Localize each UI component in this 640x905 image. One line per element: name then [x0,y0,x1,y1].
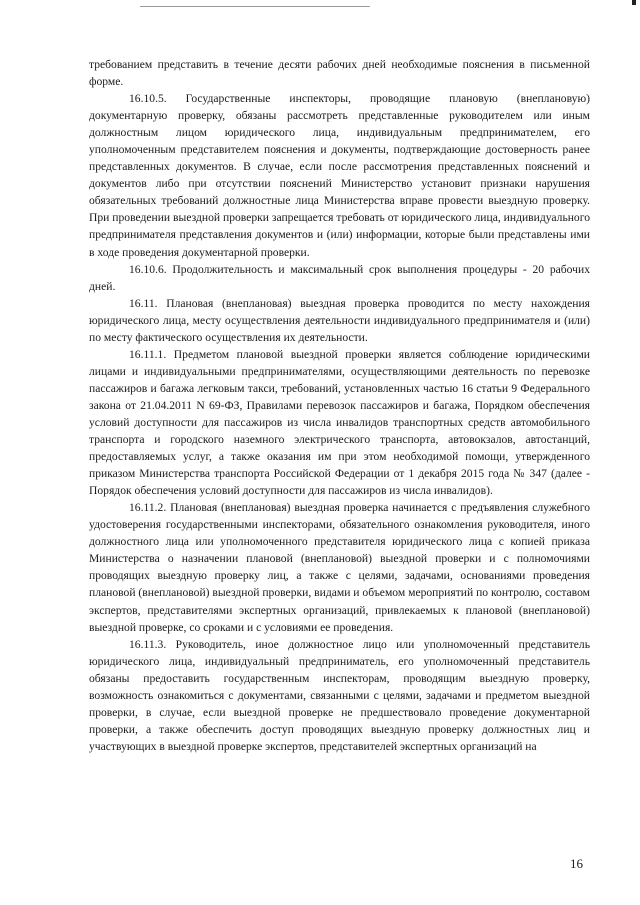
paragraph-16-11: 16.11. Плановая (внеплановая) выездная проверка проводится по месту нахождения юридического лица, месту осуществления деятельности индивидуального предпринимателя и (или) по месту фактического осуществления их деятельности. [89,296,590,344]
paragraph-continuation: требованием представить в течение десяти рабочих дней необходимые пояснения в письменной форме. [89,58,590,89]
paragraph-16-11-2: 16.11.2. Плановая (внеплановая) выездная проверка начинается с предъявления служебного удостоверения государственными инспекторами, обязательного ознакомления руководителя, иного должностного лица или уполномоченного представителя юридического лица с копией приказа Министерства о назначении плановой (внеплановой) выездной проверки и с полномочиями проводящих выездную проверку лиц, а также с целями, задачами, основаниями проведения плановой (внеплановой) выездной проверки, видами и объемом мероприятий по контролю, составом экспертов, представителями экспертных организаций, привлекаемых к плановой (внеплановой) выездной проверке, со сроками и с условиями ее проведения. [89,501,590,634]
paragraph-16-10-5: 16.10.5. Государственные инспекторы, проводящие плановую (внеплановую) документарную проверку, обязаны рассмотреть представленные руководителем или иным должностным лицом юридического лица, индивидуальным предпринимателем, его уполномоченным представителем пояснения и документы, подтверждающие достоверность ранее представленных документов. В случае, если после рассмотрения представленных пояснений и документов либо при отсутствии пояснений Министерство установит признаки нарушения обязательных требований должностные лица Министерства вправе провести выездную проверку. При проведении выездной проверки запрещается требовать от юридического лица, индивидуального предпринимателя представления документов и (или) информации, которые были представлены ими в ходе проведения документарной проверки. [89,92,590,259]
paragraph-16-10-6: 16.10.6. Продолжительность и максимальный срок выполнения процедуры - 20 рабочих дней. [89,262,590,293]
paragraph-16-11-1: 16.11.1. Предметом плановой выездной проверки является соблюдение юридическими лицами и индивидуальными предпринимателями, осуществляющими деятельность по перевозке пассажиров и багажа легковым такси, требований, установленных частью 16 статьи 9 Федерального закона от 21.04.2011 N 69-ФЗ, Правилами перевозок пассажиров и багажа, Порядком обеспечения условий доступности для пассажиров из числа инвалидов транспортных средств автомобильного транспорта и городского наземного электрического транспорта, автовокзалов, автостанций, предоставляемых услуг, а также оказания им при этом необходимой помощи, утвержденного приказом Министерства транспорта Российской Федерации от 1 декабря 2015 года № 347 (далее - Порядок обеспечения условий доступности для пассажиров из числа инвалидов). [89,347,590,498]
top-scan-rule [140,6,370,7]
page-number: 16 [570,856,583,871]
paragraph-16-11-3: 16.11.3. Руководитель, иное должностное лицо или уполномоченный представитель юридического лица, индивидуальный предприниматель, его уполномоченный представитель обязаны предоставить государственным инспекторам, проводящим выездную проверку, возможность ознакомиться с документами, связанными с целями, задачами и предметом выездной проверки, в случае, если выездной проверке не предшествовало проведение документарной проверки, а также обеспечить доступ проводящих выездную проверку должностных лиц и участвующих в выездной проверке экспертов, представителей экспертных организаций на [89,637,590,753]
corner-scan-mark [632,0,636,5]
document-body [89,56,590,755]
